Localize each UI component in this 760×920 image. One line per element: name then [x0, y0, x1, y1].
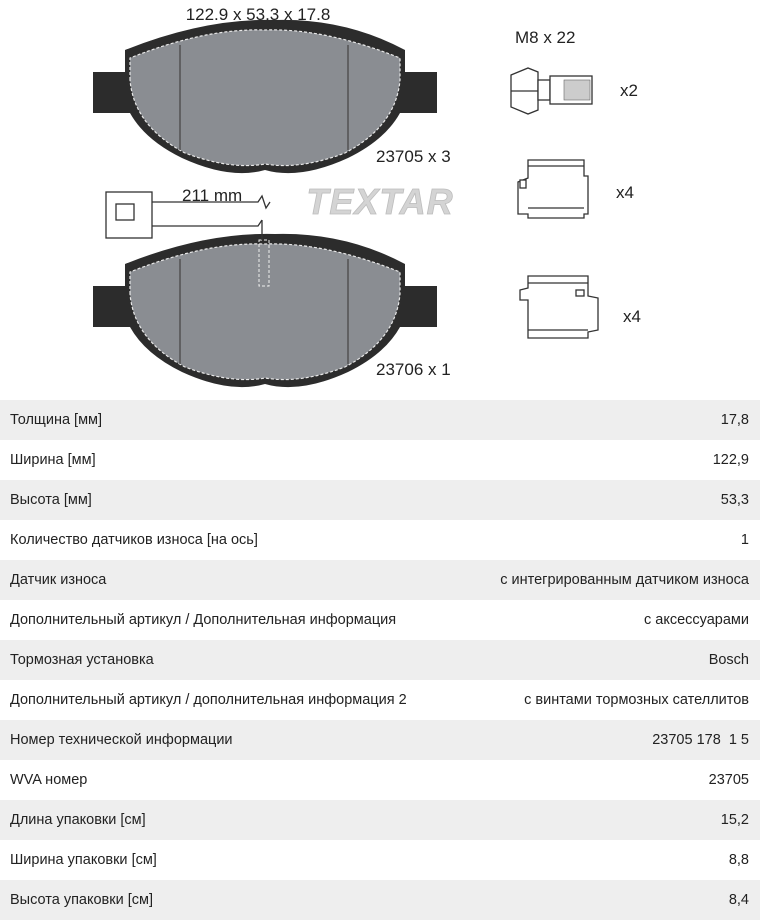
spec-row	[0, 800, 760, 840]
spec-row	[0, 760, 760, 800]
bolt-spec-label: M8 x 22	[515, 28, 576, 47]
pad-bottom-label: 23706 x 1	[376, 360, 451, 379]
clip2-qty-label: x4	[623, 307, 641, 326]
spec-row	[0, 680, 760, 720]
spec-value: 23705	[708, 772, 749, 788]
spec-row	[0, 400, 760, 440]
spec-row	[0, 560, 760, 600]
clip-icon	[518, 160, 588, 218]
spec-row	[0, 600, 760, 640]
spec-label: Датчик износа	[10, 572, 107, 588]
sensor-length-label: 211 mm	[182, 186, 243, 205]
spec-value: 8,8	[728, 852, 749, 868]
spec-row	[0, 720, 760, 760]
spec-label: Ширина упаковки [см]	[10, 852, 157, 868]
spec-value: с интегрированным датчиком износа	[500, 572, 749, 588]
spec-value: Bosch	[708, 652, 749, 668]
spec-label: Высота упаковки [см]	[10, 892, 154, 908]
spec-value: 1	[740, 532, 749, 548]
spec-label: WVA номер	[10, 772, 88, 788]
dimensions-label: 122.9 x 53.3 x 17.8	[185, 5, 331, 24]
spec-value: с аксессуарами	[643, 612, 749, 628]
spec-label: Дополнительный артикул / Дополнительная информация	[10, 612, 397, 628]
spec-row	[0, 840, 760, 880]
spec-row	[0, 520, 760, 560]
spec-label: Ширина [мм]	[10, 452, 96, 468]
spec-row	[0, 880, 760, 920]
brake-pad-drawing	[0, 0, 760, 400]
spec-label: Высота [мм]	[10, 492, 92, 508]
pad-top-label: 23705 x 3	[376, 147, 451, 166]
spec-label: Дополнительный артикул / дополнительная информация 2	[10, 692, 407, 708]
spec-label: Длина упаковки [см]	[10, 812, 146, 828]
spec-value: 122,9	[712, 452, 749, 468]
spec-value: 8,4	[728, 892, 749, 908]
spec-value: 17,8	[720, 412, 749, 428]
spec-label: Количество датчиков износа [на ось]	[10, 532, 258, 548]
brand-logo: TEXTAR	[306, 181, 454, 222]
spec-value: с винтами тормозных сателлитов	[524, 692, 749, 708]
spec-value: 53,3	[720, 492, 749, 508]
specs-table	[0, 400, 760, 920]
spec-label: Номер технической информации	[10, 732, 233, 748]
spec-value: 23705 178 1 5	[652, 732, 749, 748]
bolt-qty-label: x2	[620, 81, 638, 100]
spec-label: Тормозная установка	[10, 652, 154, 668]
bolt-icon	[511, 68, 592, 114]
spec-row	[0, 640, 760, 680]
spec-value: 15,2	[720, 812, 749, 828]
clip1-qty-label: x4	[616, 183, 634, 202]
spec-row	[0, 480, 760, 520]
spec-row	[0, 440, 760, 480]
clip-icon	[520, 276, 598, 338]
product-diagram	[0, 0, 760, 400]
spec-label: Толщина [мм]	[10, 412, 103, 428]
